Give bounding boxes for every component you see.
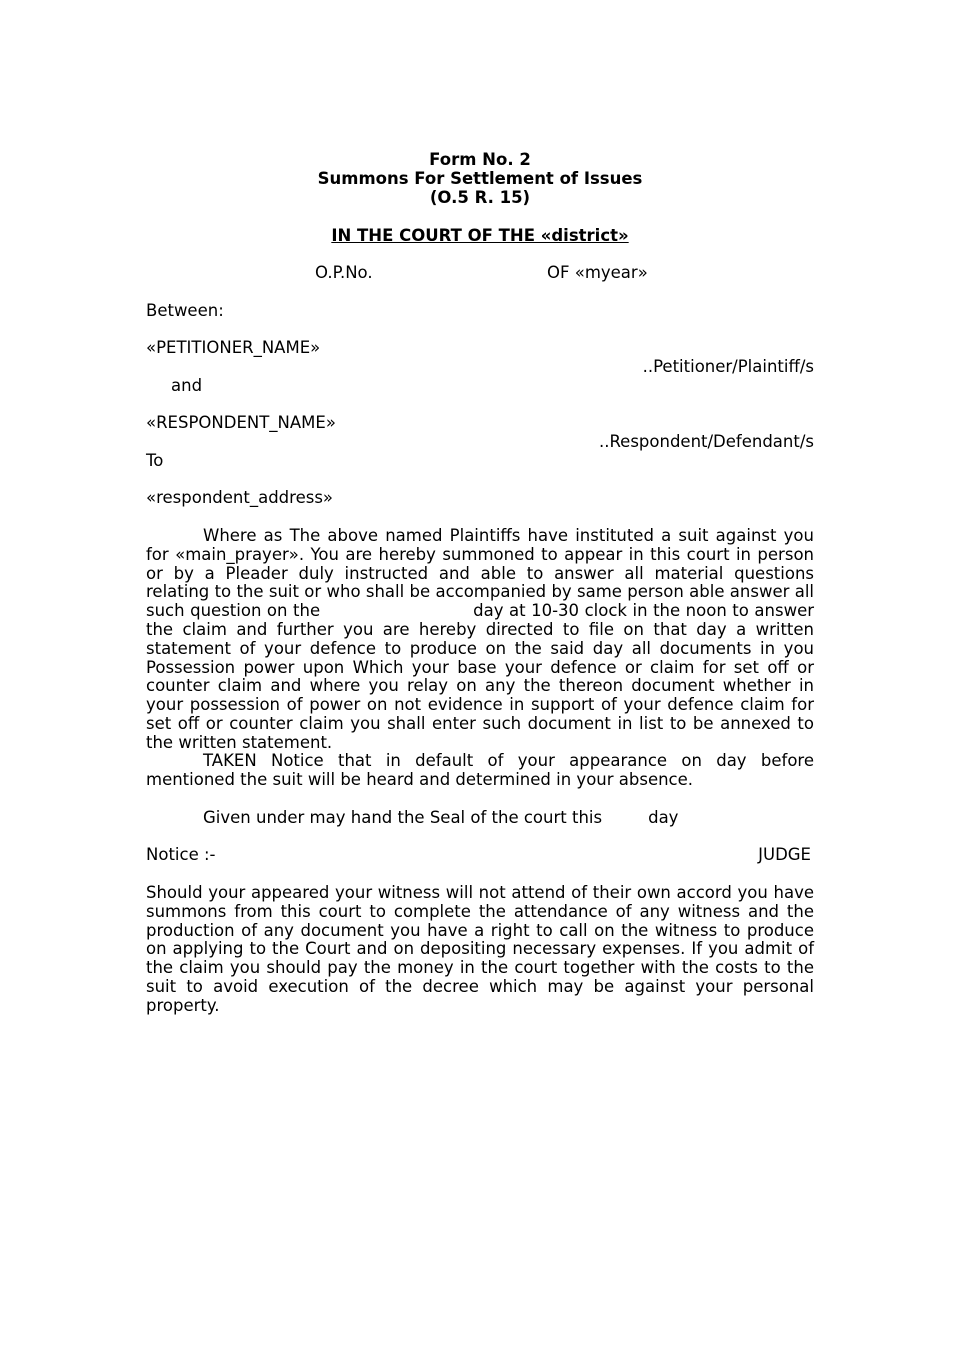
respondent-name: «RESPONDENT_NAME» [146,413,336,432]
summons-text-part1: Where as The above named Plaintiffs have instituted a suit against you for «main_prayer». You are hereby summoned to appear in this court in person or by a Pleader duly instructed and able to answer all material questions relating to the suit or who shall be accompanied by same person able answer all such question on the [146,526,814,621]
given-day: day [648,808,679,827]
respondent-address: «respondent_address» [146,488,334,507]
op-number-label: O.P.No. [315,263,373,282]
summons-text-part2: day at 10-30 clock in the noon to answer the claim and further you are hereby directed to file on that day a written statement of your defence to produce on the said day all documents in you Possession power upon Which your base your defence or claim for set off or counter claim and where you relay on any the thereon document whether in your possession of power on not evidence in support of your defence claim for set off or counter claim you shall enter such document in list to be annexed to the written statement. [146,601,815,752]
notice-label: Notice :- [146,845,216,864]
rule-reference: (O.5 R. 15) [429,188,531,207]
petitioner-name: «PETITIONER_NAME» [146,338,321,357]
petitioner-role: ..Petitioner/Plaintiff/s [642,357,814,376]
court-heading: IN THE COURT OF THE «district» [331,226,629,245]
form-title: Summons For Settlement of Issues [317,169,643,188]
witness-paragraph: Should your appeared your witness will not attend of their own accord you have summons from this court to complete the attendance of any witness and the production of any document you have a right to call on the witness to produce on applying to the Court and on depositing necessary expenses. If you admit of the claim you should pay the money in the court together with the costs to the suit to avoid execution of the decree which may be against your personal property. [146,883,814,1015]
summons-paragraph [146,527,814,753]
between-label: Between: [146,301,224,320]
respondent-role: ..Respondent/Defendant/s [598,432,814,451]
form-number: Form No. 2 [429,150,531,169]
judge-signature-label: JUDGE [758,845,811,864]
case-year: OF «myear» [547,263,648,282]
notice-paragraph: TAKEN Notice that in default of your appearance on day before mentioned the suit will be heard and determined in your absence. [146,751,814,789]
and-label: and [171,376,203,395]
to-label: To [146,451,164,470]
given-text: Given under may hand the Seal of the court this [203,808,603,827]
given-under-line [203,809,678,828]
